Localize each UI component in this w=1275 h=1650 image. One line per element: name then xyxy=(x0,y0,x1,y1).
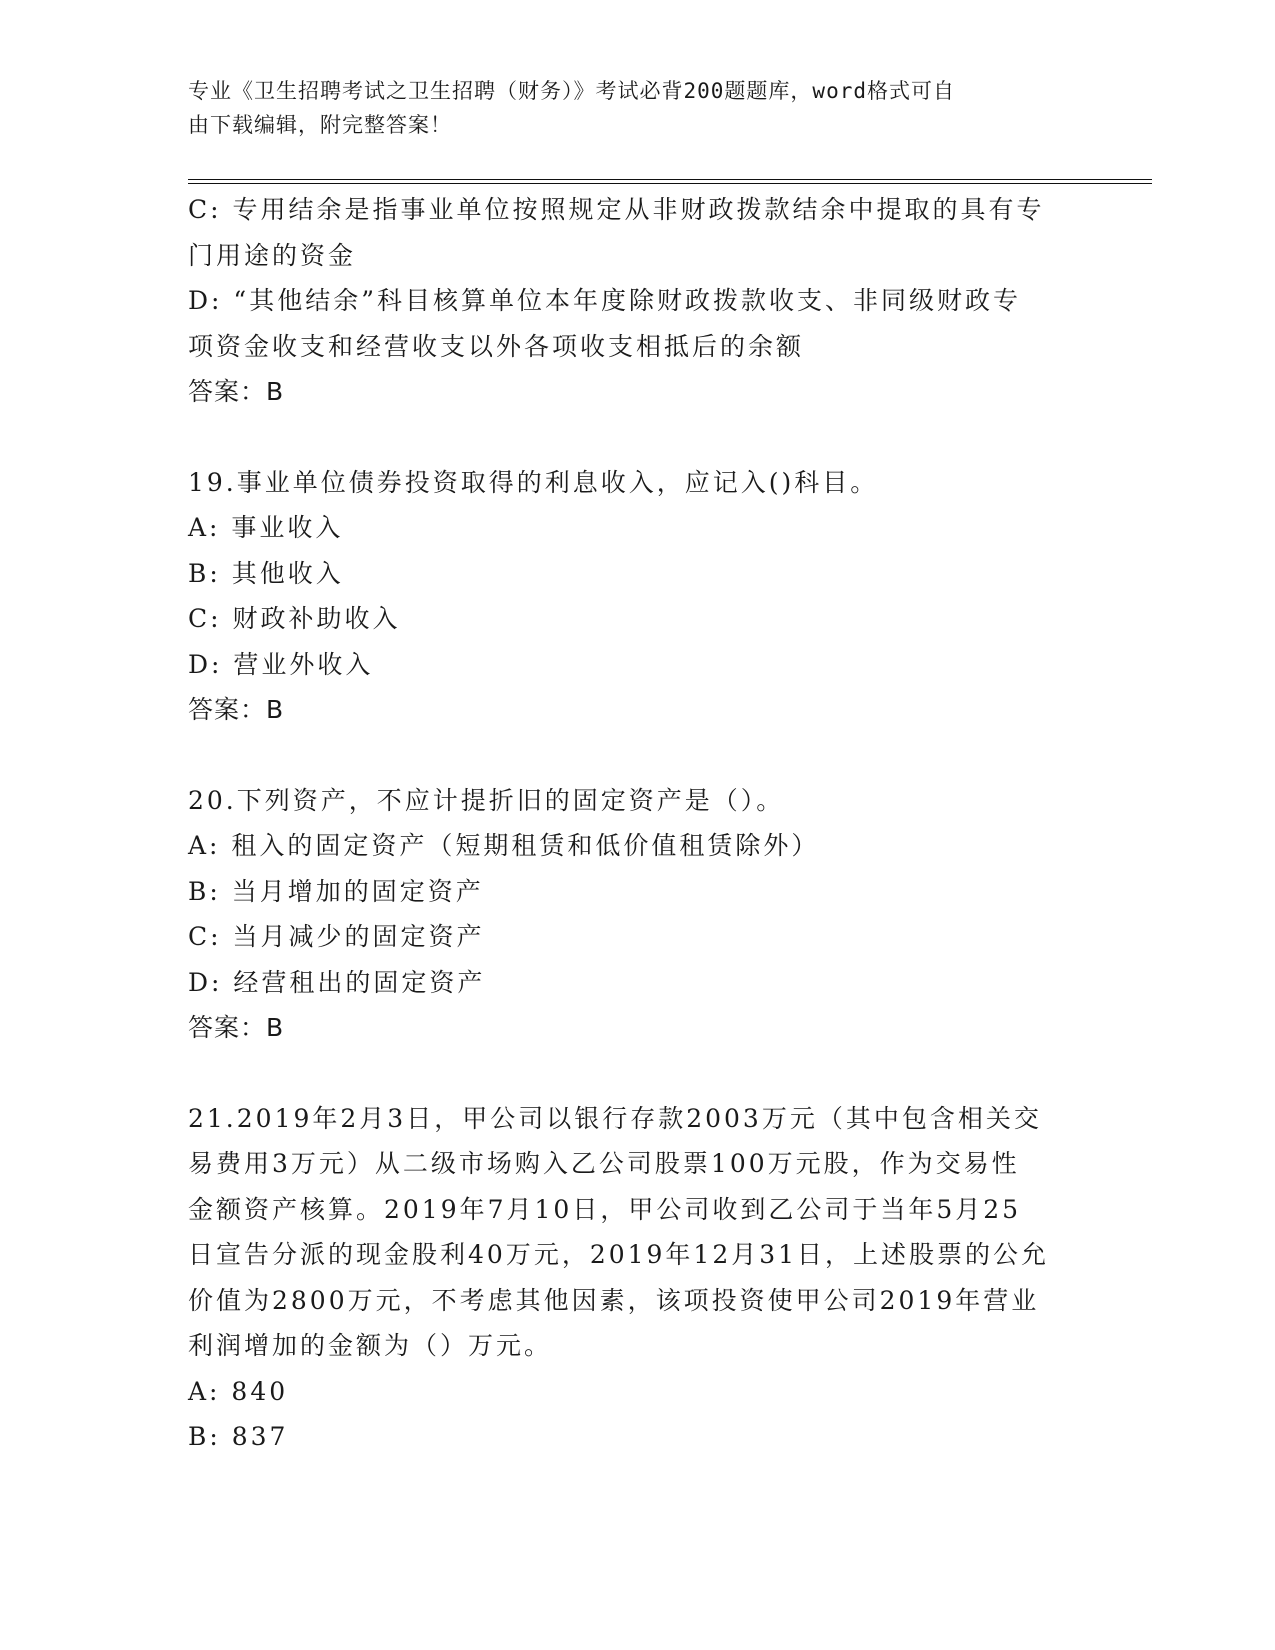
q19-answer: 答案：B xyxy=(188,695,285,724)
prev-answer: 答案：B xyxy=(188,377,285,406)
prev-option-c-line-1: C: 专用结余是指事业单位按照规定从非财政拨款结余中提取的具有专 xyxy=(188,195,1045,224)
q21-stem-line-1: 21.2019年2月3日，甲公司以银行存款2003万元（其中包含相关交 xyxy=(188,1103,1042,1133)
prev-option-d-line-2: 项资金收支和经营收支以外各项收支相抵后的余额 xyxy=(188,331,805,361)
q19-option-d: D: 营业外收入 xyxy=(188,649,374,679)
q20-stem: 20.下列资产，不应计提折旧的固定资产是（）。 xyxy=(188,785,785,815)
q20-option-b: B: 当月增加的固定资产 xyxy=(188,876,484,906)
q20-option-a: A: 租入的固定资产（短期租赁和低价值租赁除外） xyxy=(188,831,820,860)
header-title-line-2: 由下载编辑，附完整答案！ xyxy=(188,113,452,137)
q21-stem-line-6: 利润增加的金额为（）万元。 xyxy=(188,1331,553,1360)
document-body xyxy=(188,187,1078,1460)
q19-option-c: C: 财政补助收入 xyxy=(188,604,401,633)
page-header xyxy=(188,74,1068,142)
q21-stem-line-5: 价值为2800万元，不考虑其他因素，该项投资使甲公司2019年营业 xyxy=(188,1285,1040,1315)
header-title-line-1: 专业《卫生招聘考试之卫生招聘（财务）》考试必背200题题库，word格式可自 xyxy=(188,79,955,103)
q21-option-b: B: 837 xyxy=(188,1422,289,1451)
spacer xyxy=(188,415,1078,460)
header-divider xyxy=(188,179,1152,184)
question-21-block xyxy=(188,1096,1078,1460)
question-20-block xyxy=(188,778,1078,1051)
q21-stem-line-2: 易费用3万元）从二级市场购入乙公司股票100万元股，作为交易性 xyxy=(188,1149,1020,1178)
q20-answer: 答案：B xyxy=(188,1013,285,1042)
q19-option-a: A: 事业收入 xyxy=(188,513,344,542)
q21-stem-line-4: 日宣告分派的现金股利40万元，2019年12月31日，上述股票的公允 xyxy=(188,1240,1050,1269)
question-19-block xyxy=(188,460,1078,733)
prev-option-c-line-2: 门用途的资金 xyxy=(188,240,357,270)
spacer xyxy=(188,733,1078,778)
q21-option-a: A: 840 xyxy=(188,1376,289,1406)
previous-question-block xyxy=(188,187,1078,415)
spacer xyxy=(188,1051,1078,1096)
q21-stem-line-3: 金额资产核算。2019年7月10日，甲公司收到乙公司于当年5月25 xyxy=(188,1194,1022,1224)
prev-option-d-line-1: D: “其他结余”科目核算单位本年度除财政拨款收支、非同级财政专 xyxy=(188,286,1021,315)
q19-option-b: B: 其他收入 xyxy=(188,558,344,588)
q20-option-d: D: 经营租出的固定资产 xyxy=(188,967,486,997)
q19-stem: 19.事业单位债券投资取得的利息收入，应记入()科目。 xyxy=(188,467,879,497)
q20-option-c: C: 当月减少的固定资产 xyxy=(188,922,485,951)
